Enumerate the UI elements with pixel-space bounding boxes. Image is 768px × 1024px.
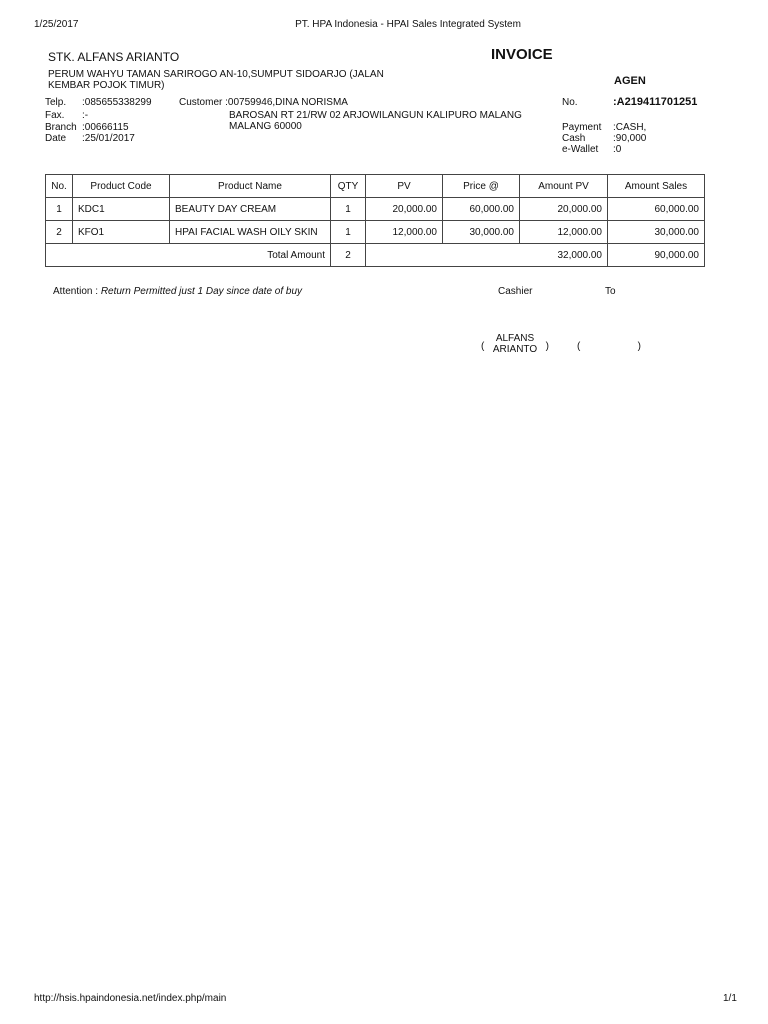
customer-address: BAROSAN RT 21/RW 02 ARJOWILANGUN KALIPURO MALANG MALANG 60000: [229, 110, 522, 132]
invoice-type: AGEN: [614, 75, 646, 87]
cash-value: :90,000: [613, 133, 647, 144]
telp-label: Telp.: [45, 97, 67, 108]
payment-value: :CASH,: [613, 122, 647, 133]
paren-open: (: [481, 341, 485, 352]
cell-amount-sales: 30,000.00: [608, 221, 705, 244]
branch-label: Branch: [45, 122, 77, 133]
total-amount-pv: 32,000.00: [366, 244, 608, 267]
col-header-amount-sales: Amount Sales: [608, 175, 705, 198]
telp-value: :085655338299: [82, 97, 152, 108]
cashier-name: ALFANS ARIANTO: [492, 333, 538, 355]
date-value: :25/01/2017: [82, 133, 135, 144]
table-row: [46, 198, 705, 221]
cell-pv: 20,000.00: [366, 198, 443, 221]
attention-text: Return Permitted just 1 Day since date of buy: [100, 286, 303, 297]
attention-label: Attention :: [53, 286, 99, 297]
store-name: STK. ALFANS ARIANTO: [48, 50, 180, 64]
col-header-amount-pv: Amount PV: [520, 175, 608, 198]
col-header-name: Product Name: [170, 175, 331, 198]
print-date: 1/25/2017: [34, 19, 79, 30]
paren-close: ): [545, 341, 549, 352]
col-header-no: No.: [46, 175, 73, 198]
cell-amount-pv: 12,000.00: [520, 221, 608, 244]
wallet-value: :0: [613, 144, 622, 155]
cashier-label: Cashier: [498, 286, 533, 297]
wallet-label: e-Wallet: [562, 144, 599, 155]
print-title: PT. HPA Indonesia - HPAI Sales Integrated System: [295, 19, 521, 30]
cell-pv: 12,000.00: [366, 221, 443, 244]
attention-note: [53, 286, 302, 297]
cell-qty: 1: [331, 221, 366, 244]
customer-line: Customer :00759946,DINA NORISMA: [179, 97, 348, 108]
cell-code: KFO1: [73, 221, 170, 244]
cell-amount-pv: 20,000.00: [520, 198, 608, 221]
paren-close: ): [637, 341, 641, 352]
print-footer-url: http://hsis.hpaindonesia.net/index.php/main: [34, 993, 227, 1004]
table-header-row: [46, 175, 705, 198]
cell-code: KDC1: [73, 198, 170, 221]
date-label: Date: [45, 133, 67, 144]
cell-price: 60,000.00: [443, 198, 520, 221]
fax-value: :-: [82, 110, 89, 121]
cell-price: 30,000.00: [443, 221, 520, 244]
cell-no: 2: [46, 221, 73, 244]
branch-value: :00666115: [82, 122, 129, 133]
table-row: [46, 221, 705, 244]
col-header-code: Product Code: [73, 175, 170, 198]
invoice-no-label: No.: [562, 97, 578, 108]
cash-label: Cash: [562, 133, 586, 144]
col-header-qty: QTY: [331, 175, 366, 198]
invoice-no-value: :A219411701251: [613, 96, 698, 108]
col-header-pv: PV: [366, 175, 443, 198]
store-address: PERUM WAHYU TAMAN SARIROGO AN-10,SUMPUT SIDOARJO (JALAN KEMBAR POJOK TIMUR): [48, 69, 384, 91]
col-header-price: Price @: [443, 175, 520, 198]
total-qty: 2: [331, 244, 366, 267]
total-label: Total Amount: [46, 244, 331, 267]
to-label: To: [605, 286, 616, 297]
cell-name: HPAI FACIAL WASH OILY SKIN: [170, 221, 331, 244]
cell-no: 1: [46, 198, 73, 221]
fax-label: Fax.: [45, 110, 65, 121]
total-row: [46, 244, 705, 267]
invoice-title: INVOICE: [491, 46, 553, 63]
total-amount-sales: 90,000.00: [608, 244, 705, 267]
cell-qty: 1: [331, 198, 366, 221]
cell-name: BEAUTY DAY CREAM: [170, 198, 331, 221]
payment-label: Payment: [562, 122, 602, 133]
invoice-items-table: [45, 174, 705, 267]
cell-amount-sales: 60,000.00: [608, 198, 705, 221]
paren-open: (: [577, 341, 581, 352]
print-footer-page: 1/1: [723, 993, 737, 1004]
